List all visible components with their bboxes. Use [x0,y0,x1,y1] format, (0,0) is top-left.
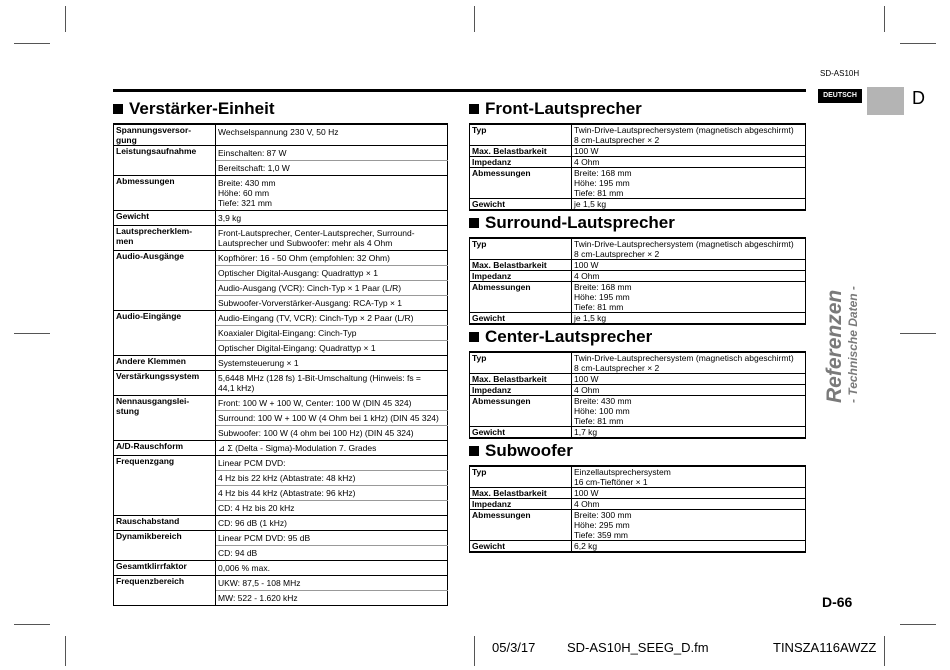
spec-row [114,396,448,411]
section-title-text: Surround-Lautsprecher [485,213,675,232]
square-bullet-icon [469,332,479,342]
spec-row [470,352,806,374]
spec-value: 100 W [572,260,806,271]
crop-mark [14,624,50,625]
spec-label: Gewicht [470,541,572,553]
spec-value: Koaxialer Digital-Eingang: Cinch-Typ [216,326,448,341]
spec-value: Subwoofer-Vorverstärker-Ausgang: RCA-Typ × 1 [216,296,448,311]
spec-row [114,371,448,396]
spec-label: A/D-Rauschform [114,441,216,456]
spec-row [470,466,806,488]
spec-row [470,146,806,157]
model-label: SD-AS10H [820,69,860,78]
spec-label: Max. Belastbarkeit [470,374,572,385]
spec-value: Wechselspannung 230 V, 50 Hz [216,124,448,146]
square-bullet-icon [469,218,479,228]
spec-row [470,199,806,211]
spec-value: Breite: 168 mm Höhe: 195 mm Tiefe: 81 mm [572,282,806,313]
spec-value: 4 Ohm [572,271,806,282]
spec-value: Optischer Digital-Eingang: Quadrattyp × 1 [216,341,448,356]
header-rule [113,89,806,92]
spec-value: Einzellautsprechersystem 16 cm-Tieftöner × 1 [572,466,806,488]
spec-value: Surround: 100 W + 100 W (4 Ohm bei 1 kHz) (DIN 45 324) [216,411,448,426]
square-bullet-icon [469,446,479,456]
spec-row [114,356,448,371]
spec-value: je 1,5 kg [572,199,806,211]
spec-row [114,124,448,146]
front-speaker-spec-table [469,123,806,211]
spec-row [470,427,806,439]
section-title-center-speaker [469,327,652,347]
spec-row [114,211,448,226]
spec-label: Abmessungen [470,282,572,313]
spec-row [470,260,806,271]
spec-label: Rauschabstand [114,516,216,531]
spec-row [114,516,448,531]
spec-row [114,531,448,546]
spec-label: Abmessungen [470,168,572,199]
spec-value: 6,2 kg [572,541,806,553]
spec-label: Dynamikbereich [114,531,216,561]
spec-row [470,374,806,385]
spec-row [470,396,806,427]
spec-value: Kopfhörer: 16 - 50 Ohm (empfohlen: 32 Ohm) [216,251,448,266]
spec-label: Impedanz [470,271,572,282]
crop-mark [65,6,66,32]
side-title [824,286,860,403]
spec-label: Typ [470,238,572,260]
spec-row [114,441,448,456]
spec-label: Spannungsversor- gung [114,124,216,146]
subwoofer-spec-table [469,465,806,553]
surround-speaker-spec-table [469,237,806,325]
spec-label: Abmessungen [470,396,572,427]
spec-value: 4 Ohm [572,385,806,396]
crop-mark [900,333,936,334]
spec-value: Twin-Drive-Lautsprechersystem (magnetisch abgeschirmt) 8 cm-Lautsprecher × 2 [572,352,806,374]
spec-value: 4 Hz bis 44 kHz (Abtastrate: 96 kHz) [216,486,448,501]
spec-label: Frequenzbereich [114,576,216,606]
spec-value: Audio-Eingang (TV, VCR): Cinch-Typ × 2 Paar (L/R) [216,311,448,326]
spec-label: Frequenzgang [114,456,216,516]
spec-row [470,488,806,499]
section-title-subwoofer [469,441,573,461]
spec-value: CD: 94 dB [216,546,448,561]
footer-date: 05/3/17 [492,640,536,655]
spec-value: Systemsteuerung × 1 [216,356,448,371]
section-title-amplifier [113,99,275,119]
section-title-text: Verstärker-Einheit [129,99,275,118]
crop-mark [900,43,936,44]
spec-label: Gewicht [470,427,572,439]
spec-row [114,311,448,326]
spec-label: Gewicht [470,313,572,325]
crop-mark [884,636,885,666]
section-title-front-speaker [469,99,642,119]
spec-row [470,541,806,553]
spec-value: Twin-Drive-Lautsprechersystem (magnetisch abgeschirmt) 8 cm-Lautsprecher × 2 [572,238,806,260]
crop-mark [474,636,475,666]
spec-value: Subwoofer: 100 W (4 ohm bei 100 Hz) (DIN 45 324) [216,426,448,441]
spec-row [470,271,806,282]
page-number: D-66 [822,594,853,610]
square-bullet-icon [469,104,479,114]
spec-value: 5,6448 MHz (128 fs) 1-Bit-Umschaltung (Hinweis: fs = 44,1 kHz) [216,371,448,396]
spec-value: Bereitschaft: 1,0 W [216,161,448,176]
spec-label: Lautsprecherklem- men [114,226,216,251]
spec-row [470,282,806,313]
spec-label: Audio-Ausgänge [114,251,216,311]
spec-value: Audio-Ausgang (VCR): Cinch-Typ × 1 Paar (L/R) [216,281,448,296]
spec-value: 100 W [572,374,806,385]
crop-mark [14,333,50,334]
footer-filename: SD-AS10H_SEEG_D.fm [567,640,709,655]
spec-label: Max. Belastbarkeit [470,488,572,499]
spec-label: Max. Belastbarkeit [470,146,572,157]
side-title-sub: - Technische Daten - [846,286,860,403]
spec-value: MW: 522 - 1.620 kHz [216,591,448,606]
spec-row [470,124,806,146]
spec-row [114,251,448,266]
spec-value: Einschalten: 87 W [216,146,448,161]
spec-row [470,157,806,168]
spec-label: Typ [470,124,572,146]
spec-value: Twin-Drive-Lautsprechersystem (magnetisch abgeschirmt) 8 cm-Lautsprecher × 2 [572,124,806,146]
spec-label: Gewicht [114,211,216,226]
section-title-text: Center-Lautsprecher [485,327,653,346]
spec-value: CD: 96 dB (1 kHz) [216,516,448,531]
spec-value: 4 Hz bis 22 kHz (Abtastrate: 48 kHz) [216,471,448,486]
spec-value: 1,7 kg [572,427,806,439]
spec-value: UKW: 87,5 - 108 MHz [216,576,448,591]
spec-row [114,226,448,251]
spec-row [470,499,806,510]
spec-row [470,385,806,396]
section-title-surround-speaker [469,213,675,233]
spec-row [470,510,806,541]
language-marker [867,87,904,115]
spec-label: Gewicht [470,199,572,211]
spec-value: 0,006 % max. [216,561,448,576]
spec-row [470,168,806,199]
amplifier-spec-table [113,123,448,606]
spec-label: Audio-Eingänge [114,311,216,356]
spec-row [470,238,806,260]
spec-value: Breite: 430 mm Höhe: 60 mm Tiefe: 321 mm [216,176,448,211]
spec-row [114,576,448,591]
spec-value: 4 Ohm [572,157,806,168]
section-title-text: Subwoofer [485,441,573,460]
spec-value: Front: 100 W + 100 W, Center: 100 W (DIN 45 324) [216,396,448,411]
section-title-text: Front-Lautsprecher [485,99,642,118]
spec-row [114,456,448,471]
crop-mark [884,6,885,32]
spec-value: Breite: 430 mm Höhe: 100 mm Tiefe: 81 mm [572,396,806,427]
spec-value: Breite: 168 mm Höhe: 195 mm Tiefe: 81 mm [572,168,806,199]
spec-value: 100 W [572,488,806,499]
spec-label: Typ [470,466,572,488]
crop-mark [474,6,475,32]
spec-label: Impedanz [470,499,572,510]
spec-value: 3,9 kg [216,211,448,226]
crop-mark [65,636,66,666]
spec-row [114,146,448,161]
spec-value: CD: 4 Hz bis 20 kHz [216,501,448,516]
language-tab: DEUTSCH [818,89,862,103]
spec-label: Andere Klemmen [114,356,216,371]
spec-value: Front-Lautsprecher, Center-Lautsprecher, Surround- Lautsprecher und Subwoofer: mehr als 4 Ohm [216,226,448,251]
spec-row [114,561,448,576]
crop-mark [14,43,50,44]
spec-label: Nennausgangslei- stung [114,396,216,441]
spec-label: Leistungsaufnahme [114,146,216,176]
footer-code: TINSZA116AWZZ [773,640,877,655]
spec-value: 4 Ohm [572,499,806,510]
spec-row [470,313,806,325]
spec-value: je 1,5 kg [572,313,806,325]
language-letter: D [912,88,925,108]
spec-value: Linear PCM DVD: 95 dB [216,531,448,546]
spec-value: Breite: 300 mm Höhe: 295 mm Tiefe: 359 mm [572,510,806,541]
spec-value: Linear PCM DVD: [216,456,448,471]
crop-mark [900,624,936,625]
square-bullet-icon [113,104,123,114]
center-speaker-spec-table [469,351,806,439]
spec-value: Optischer Digital-Ausgang: Quadrattyp × 1 [216,266,448,281]
spec-label: Verstärkungssystem [114,371,216,396]
spec-value: 100 W [572,146,806,157]
spec-label: Max. Belastbarkeit [470,260,572,271]
spec-label: Impedanz [470,157,572,168]
spec-label: Abmessungen [470,510,572,541]
side-title-main: Referenzen [823,289,846,403]
spec-label: Typ [470,352,572,374]
spec-row [114,176,448,211]
spec-label: Impedanz [470,385,572,396]
spec-label: Abmessungen [114,176,216,211]
spec-label: Gesamtklirrfaktor [114,561,216,576]
spec-value: ⊿ Σ (Delta - Sigma)-Modulation 7. Grades [216,441,448,456]
